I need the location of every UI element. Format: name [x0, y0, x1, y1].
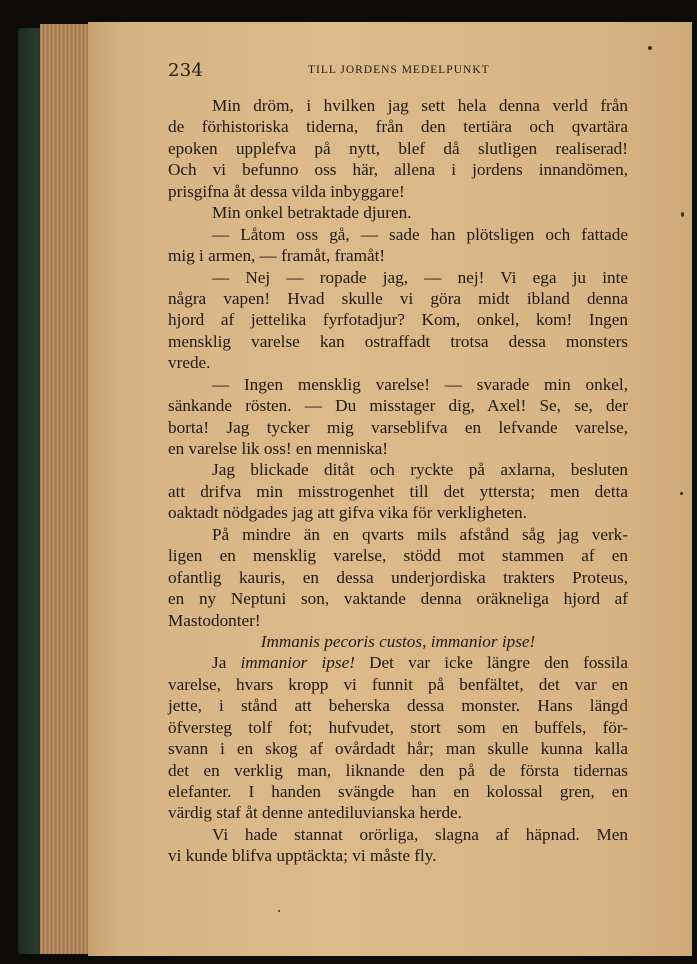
- text-line: en varelse lik oss! en menniska!: [168, 439, 389, 458]
- text-line: ligen en mensklig varelse, stödd mot stammen af en: [168, 546, 628, 566]
- text-line: öfversteg tolf fot; hufvudet, stort som en buffels, för-: [168, 717, 628, 737]
- paper-speck: [680, 492, 683, 495]
- page-header: [168, 60, 623, 84]
- latin-quote: Immanis pecoris custos, immanior ipse!: [260, 631, 536, 651]
- text-line: epoken upplefva på nytt, blef då slutligen realiserad!: [168, 138, 628, 158]
- italic-phrase: immanior ipse!: [240, 653, 355, 673]
- text-line: att drifva min misstrogenhet till det yttersta; men detta: [168, 481, 628, 501]
- text-line: jette, i stånd att beherska dessa monster. Hans längd: [168, 696, 628, 716]
- text-line: Mastodonter!: [168, 610, 261, 630]
- text-line: Och vi befunno oss här, allena i jordens innandömen,: [168, 160, 628, 180]
- text-line: sänkande rösten. — Du misstager dig, Axel! Se, se, der: [168, 396, 628, 416]
- text-line: På mindre än en qvarts mils afstånd såg jag verk-: [212, 524, 628, 544]
- text-fragment: Ja: [212, 653, 227, 673]
- text-line: Vi hade stannat orörliga, slagna af häpnad. Men: [212, 824, 628, 844]
- text-line: svann i en skog af ovårdadt hår; man skulle kunna kalla: [168, 739, 628, 759]
- text-line: oaktadt nödgades jag att gifva vika för verkligheten.: [168, 503, 527, 523]
- text-line: det en verklig man, liknande den på de första tidernas: [168, 760, 628, 780]
- text-line: vi kunde blifva upptäckta; vi måste fly.: [168, 846, 437, 866]
- page-number: 234: [168, 60, 204, 81]
- text-line: Jag blickade ditåt och ryckte på axlarna, besluten: [212, 460, 628, 480]
- text-line: [168, 652, 628, 673]
- text-fragment: Det var icke längre den fossila: [369, 653, 628, 673]
- text-line: — Nej — ropade jag, — nej! Vi ega ju inte: [212, 267, 628, 287]
- text-line: en ny Neptuni son, vaktande denna oräkneliga hjord af: [168, 589, 628, 609]
- text-line: några vapen! Hvad skulle vi göra midt ibland denna: [168, 288, 628, 308]
- book-page: [88, 22, 692, 956]
- text-line: vrede.: [168, 353, 211, 373]
- body-text: [168, 95, 628, 867]
- paper-speck: [278, 910, 280, 912]
- text-line: Min dröm, i hvilken jag sett hela denna verld från: [212, 96, 628, 115]
- text-line: elefanter. I handen svängde han en kolossal gren, en: [168, 782, 628, 801]
- paper-speck: [648, 46, 652, 50]
- text-line: prisgifna åt dessa vilda inbyggare!: [168, 181, 405, 201]
- text-line: borta! Jag tycker mig varseblifva en lefvande varelse,: [168, 417, 628, 437]
- text-line: ofantlig kauris, en dessa underjordiska trakters Proteus,: [168, 567, 628, 587]
- text-line: värdig staf åt denne antediluvianska herde.: [168, 803, 462, 823]
- text-line: de förhistoriska tiderna, från den tertiära och qvartära: [168, 117, 628, 137]
- text-line: — Låtom oss gå, — sade han plötsligen och fattade: [212, 224, 628, 244]
- running-title: TILL JORDENS MEDELPUNKT: [308, 64, 490, 76]
- text-line: mig i armen, — framåt, framåt!: [168, 246, 386, 266]
- text-line: hjord af jettelika fyrfotadjur? Kom, onkel, kom! Ingen: [168, 310, 628, 330]
- text-line: varelse, hvars kropp vi funnit på benfältet, det var en: [168, 674, 628, 694]
- text-line: — Ingen mensklig varelse! — svarade min onkel,: [212, 374, 628, 394]
- paper-speck: [681, 212, 684, 217]
- text-line: mensklig varelse kan ostraffadt trotsa dessa monsters: [168, 331, 628, 351]
- text-line: Min onkel betraktade djuren.: [212, 203, 412, 223]
